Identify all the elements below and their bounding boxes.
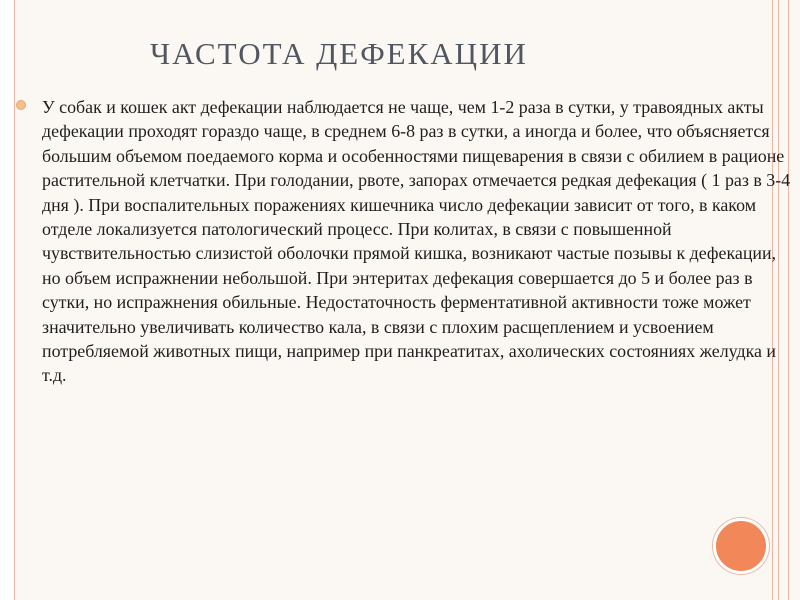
bullet-icon — [17, 101, 25, 109]
body-paragraph: У собак и кошек акт дефекации наблюдается не чаще, чем 1-2 раза в сутки, у травоядных акты дефекации проходят гораздо чаще, в среднем 6-8 раз в сутки, а иногда и более, что объясняется большим объемом поедаемого корма и особенностями пищеварения в связи с обилием в рационе растительной клетчатки. При голодании, рвоте, запорах отмечается редкая дефекация ( 1 раз в 3-4 дня ). При воспалительных поражениях кишечника число дефекации зависит от того, в каком отделе локализуется патологический процесс. При колитах, в связи с повышенной чувствительностью слизистой оболочки прямой кишка, возникают частые позывы к дефекации, но объем испражнении небольшой. При энтеритах дефекация совершается до 5 и более раз в сутки, но испражнения обильные. Недостаточность ферментативной активности тоже может значительно увеличивать количество кала, в связи с плохим расщеплением и усвоением потребляемой животных пищи, например при панкреатитах, ахолических состояниях желудка и т.д. — [42, 97, 791, 386]
slide-title: ЧАСТОТА ДЕФЕКАЦИИ — [150, 36, 528, 71]
frame-line-left — [14, 0, 15, 600]
slide-body — [17, 95, 792, 388]
decorative-circle-icon — [713, 518, 769, 574]
